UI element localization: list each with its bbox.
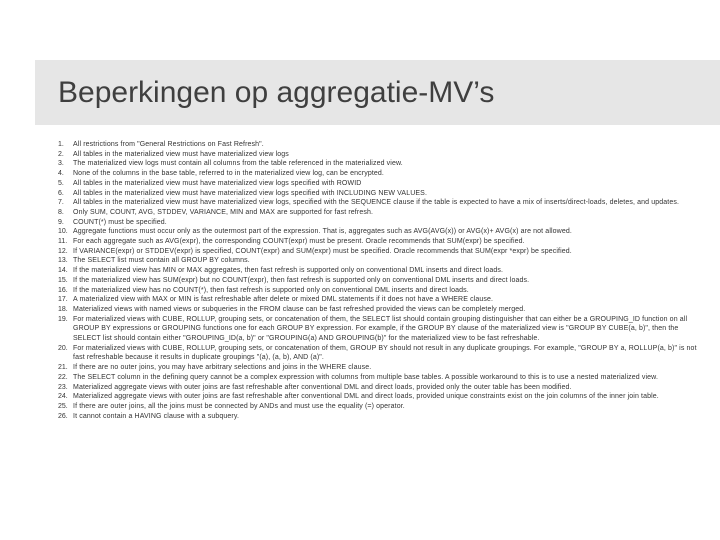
list-item-text: Materialized aggregate views with outer joins are fast refreshable after conventional DML and direct loads, provided only the outer table has been modified.: [73, 383, 572, 391]
list-item-text: The SELECT list must contain all GROUP BY columns.: [73, 257, 250, 265]
list-item-number: 16.: [58, 286, 68, 294]
list-item-text: For materialized views with CUBE, ROLLUP, grouping sets, or concatenation of them, GROUP BY should not result in any duplicate groupings. For example, "GROUP BY a, ROLLUP(a, b)" is not fast refreshable because it results in duplicate groupings "(a), (a, b), AND (a)".: [73, 344, 697, 362]
list-item-number: 11.: [58, 238, 68, 246]
list-item-text: For each aggregate such as AVG(expr), the corresponding COUNT(expr) must be present. Oracle recommends that SUM(expr) be specified.: [73, 238, 525, 246]
list-item: [58, 140, 698, 150]
list-item-number: 10.: [58, 228, 68, 236]
list-item-text: The SELECT column in the defining query cannot be a complex expression with columns from multiple base tables. A possible workaround to this is to use a nested materialized view.: [73, 373, 659, 381]
list-item-text: All tables in the materialized view must have materialized view logs specified with ROWID: [73, 179, 362, 187]
list-item-number: 2.: [58, 150, 64, 158]
list-item: [58, 150, 698, 160]
list-item-text: None of the columns in the base table, referred to in the materialized view log, can be encrypted.: [73, 170, 384, 178]
list-item-text: All restrictions from "General Restrictions on Fast Refresh".: [73, 141, 264, 148]
list-item: [58, 402, 698, 412]
list-item-number: 7.: [58, 199, 64, 207]
list-item-text: Materialized views with named views or subqueries in the FROM clause can be fast refreshed provided the views can be completely merged.: [73, 305, 526, 313]
list-item-number: 23.: [58, 383, 68, 391]
list-item-number: 13.: [58, 257, 68, 265]
list-item: [58, 169, 698, 179]
list-item-number: 6.: [58, 189, 64, 197]
list-item-number: 9.: [58, 218, 64, 226]
list-item-text: Only SUM, COUNT, AVG, STDDEV, VARIANCE, MIN and MAX are supported for fast refresh.: [73, 208, 374, 216]
list-item: [58, 159, 698, 169]
list-item-number: 22.: [58, 373, 68, 381]
list-item-number: 20.: [58, 344, 68, 352]
list-item-text: The materialized view logs must contain all columns from the table referenced in the materialized view.: [73, 160, 403, 168]
list-item-text: A materialized view with MAX or MIN is fast refreshable after delete or mixed DML statements if it does not have a WHERE clause.: [73, 296, 494, 304]
list-item-number: 21.: [58, 364, 68, 372]
list-item-text: It cannot contain a HAVING clause with a subquery.: [73, 412, 240, 420]
list-item: [58, 218, 698, 228]
list-item: [58, 256, 698, 266]
list-item: [58, 373, 698, 383]
list-item: [58, 305, 698, 315]
list-item: [58, 412, 698, 422]
slide-title: Beperkingen op aggregatie-MV’s: [58, 76, 495, 109]
list-item-text: If the materialized view has SUM(expr) but no COUNT(expr), then fast refresh is supported only on conventional DML inserts and direct loads.: [73, 276, 530, 284]
list-item: [58, 237, 698, 247]
restriction-list: [58, 140, 698, 421]
list-item: [58, 227, 698, 237]
list-item-text: COUNT(*) must be specified.: [73, 218, 167, 226]
list-item-number: 5.: [58, 179, 64, 187]
list-item: [58, 344, 698, 363]
list-item: [58, 179, 698, 189]
list-item-text: Materialized aggregate views with outer joins are fast refreshable after conventional DML and direct loads, provided unique constraints exist on the join columns of the inner join table.: [73, 393, 659, 401]
list-item-number: 15.: [58, 276, 68, 284]
list-item-text: If the materialized view has MIN or MAX aggregates, then fast refresh is supported only on conventional DML inserts and direct loads.: [73, 267, 504, 275]
list-item-number: 24.: [58, 393, 68, 401]
list-item: [58, 295, 698, 305]
list-item-number: 17.: [58, 296, 68, 304]
list-item-number: 4.: [58, 170, 64, 178]
list-item: [58, 198, 698, 208]
list-item-number: 26.: [58, 412, 68, 420]
list-item-text: For materialized views with CUBE, ROLLUP, grouping sets, or concatenation of them, the SELECT list should contain grouping distinguisher that can either be a GROUPING_ID function on all GROUP BY expressions or GROUPING functions one for each GROUP BY expression. For example, if the GROUP BY clause of the materialized view is "GROUP BY CUBE(a, b)", then the SELECT list should contain either "GROUPING_ID(a, b)" or "GROUPING(a) AND GROUPING(b)" for the materialized view to be fast refreshable.: [73, 315, 688, 343]
list-item: [58, 315, 698, 344]
list-item: [58, 286, 698, 296]
list-item: [58, 189, 698, 199]
list-item-text: If VARIANCE(expr) or STDDEV(expr) is specified, COUNT(expr) and SUM(expr) must be specified. Oracle recommends that SUM(expr *expr) be specified.: [73, 247, 572, 255]
list-item-text: All tables in the materialized view must have materialized view logs: [73, 150, 289, 158]
list-item-number: 1.: [58, 141, 64, 148]
list-item-number: 12.: [58, 247, 68, 255]
list-item-text: All tables in the materialized view must have materialized view logs specified with INCLUDING NEW VALUES.: [73, 189, 428, 197]
list-item-text: All tables in the materialized view must have materialized view logs, specified with the SEQUENCE clause if the table is expected to have a mix of inserts/direct-loads, deletes, and updates.: [73, 199, 680, 207]
list-item-number: 3.: [58, 160, 64, 168]
list-item: [58, 363, 698, 373]
list-item: [58, 208, 698, 218]
list-item: [58, 383, 698, 393]
list-item-number: 14.: [58, 267, 68, 275]
list-item-number: 18.: [58, 305, 68, 313]
list-item-text: Aggregate functions must occur only as the outermost part of the expression. That is, aggregates such as AVG(AVG(x)) or AVG(x)+ AVG(x) are not allowed.: [73, 228, 572, 236]
list-item-number: 25.: [58, 402, 68, 410]
list-item-text: If there are no outer joins, you may have arbitrary selections and joins in the WHERE clause.: [73, 364, 372, 372]
list-item-text: If the materialized view has no COUNT(*), then fast refresh is supported only on conventional DML inserts and direct loads.: [73, 286, 469, 294]
list-item-number: 19.: [58, 315, 68, 323]
list-item: [58, 276, 698, 286]
list-item: [58, 266, 698, 276]
list-item-number: 8.: [58, 208, 64, 216]
list-item: [58, 392, 698, 402]
list-item-text: If there are outer joins, all the joins must be connected by ANDs and must use the equality (=) operator.: [73, 402, 405, 410]
list-item: [58, 247, 698, 257]
